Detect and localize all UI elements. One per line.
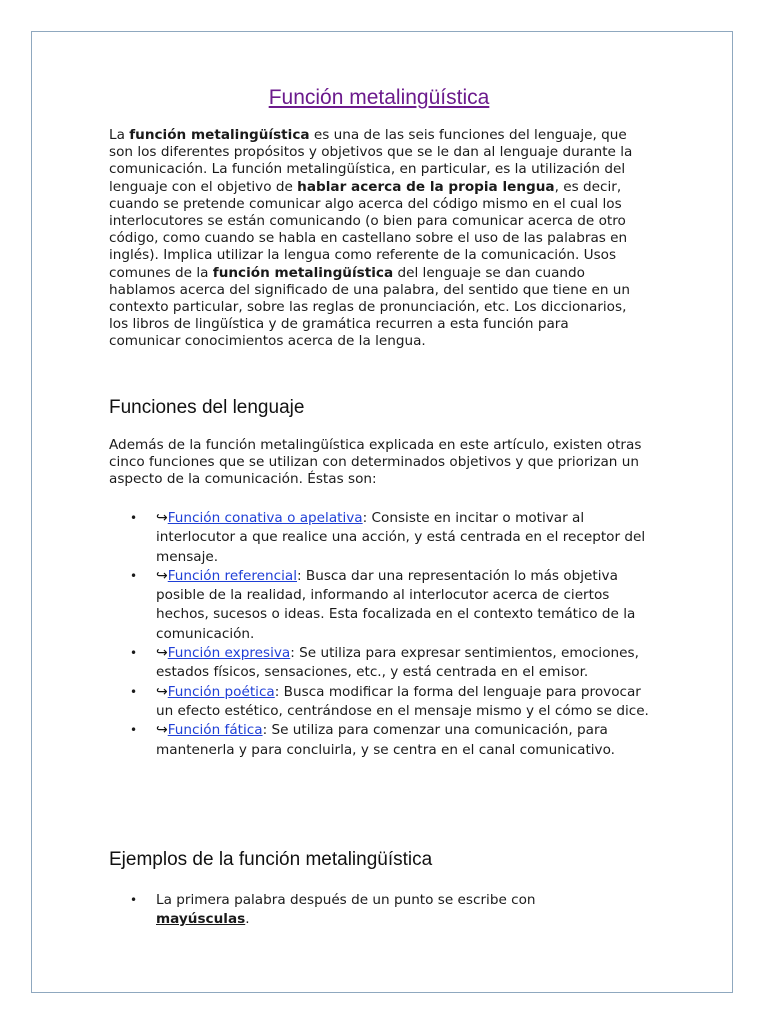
curved-arrow-icon: ↪ [156, 645, 168, 662]
list-item: • ↪Función referencial: Busca dar una representación lo más objetiva posible de la realidad, informando al interlocutor acerca de ciertos hechos, sucesos o ideas. Esta focalizada en el contexto temático de la comunicación. [130, 567, 636, 642]
curved-arrow-icon: ↪ [156, 567, 168, 584]
page-title: Función metalingüística [268, 86, 490, 109]
curved-arrow-icon: ↪ [156, 722, 168, 739]
link-funcion-fatica[interactable]: Función fática [167, 722, 263, 739]
bullet-icon: • [130, 568, 138, 583]
list-item: • ↪Función poética: Busca modificar la forma del lenguaje para provocar un efecto estético, centrándose en el mensaje mismo y el cómo se dice. [130, 683, 649, 719]
bullet-icon: • [130, 646, 138, 661]
list-item: • ↪Función conativa o apelativa: Consiste en incitar o motivar al interlocutor a que realice una acción, y está centrada en el receptor del mensaje. [130, 510, 646, 565]
link-funcion-poetica[interactable]: Función poética [167, 683, 275, 700]
link-mayusculas[interactable]: mayúsculas [156, 911, 246, 928]
list-item: • La primera palabra después de un punto se escribe con mayúsculas. [130, 892, 536, 928]
curved-arrow-icon: ↪ [156, 683, 168, 700]
link-funcion-expresiva[interactable]: Función expresiva [167, 645, 291, 662]
section-heading-funciones: Funciones del lenguaje [109, 397, 305, 418]
bullet-icon: • [130, 511, 138, 525]
functions-list [109, 509, 661, 760]
list-item: • ↪Función expresiva: Se utiliza para expresar sentimientos, emociones, estados físicos, sensaciones, etc., y está centrada en el emisor. [130, 645, 639, 681]
functions-intro-paragraph: Además de la función metalingüística explicada en este artículo, existen otras cinco funciones que se utilizan con determinados objetivos y que priorizan un aspecto de la comunicación. Éstas son: [109, 437, 642, 488]
examples-list [109, 891, 661, 930]
bullet-icon: • [130, 684, 138, 699]
curved-arrow-icon: ↪ [156, 510, 168, 526]
intro-paragraph: La función metalingüística es una de las seis funciones del lenguaje, que son los diferentes propósitos y objetivos que se le dan al lenguaje durante la comunicación. La función metalingüística, en particular, es la utilización del lenguaje con el objetivo de hablar acerca de la propia lengua, es decir, cuando se pretende comunicar algo acerca del código mismo en el cual los interlocutores se están comunicando (o bien para comunicar acerca de otro código, como cuando se habla en castellano sobre el uso de las palabras en inglés). Implica utilizar la lengua como referente de la comunicación. Usos comunes de la función metalingüística del lenguaje se dan cuando hablamos acerca del significado de una palabra, del sentido que tiene en un contexto particular, sobre las reglas de pronunciación, etc. Los diccionarios, los libros de lingüística y de gramática recurren a esta función para comunicar conocimientos acerca de la lengua. [109, 127, 633, 350]
bullet-icon: • [130, 723, 138, 738]
section-heading-ejemplos: Ejemplos de la función metalingüística [109, 849, 433, 870]
link-funcion-referencial[interactable]: Función referencial [167, 567, 297, 584]
list-item: • ↪Función fática: Se utiliza para comenzar una comunicación, para mantenerla y para concluirla, y se centra en el canal comunicativo. [130, 722, 615, 758]
bullet-icon: • [130, 893, 138, 907]
link-funcion-conativa[interactable]: Función conativa o apelativa [167, 510, 363, 526]
